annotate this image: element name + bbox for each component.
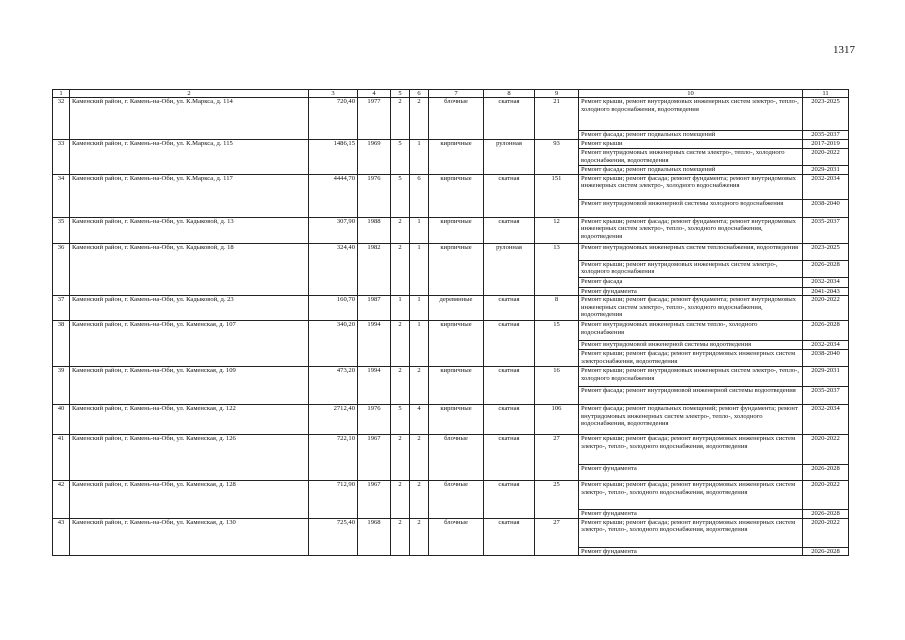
wall-material-cell: деревянные (429, 296, 484, 321)
address-cell: Каменский район, г. Камень-на-Оби, ул. Каменская, д. 126 (70, 435, 309, 481)
residents-cell: 27 (535, 518, 579, 556)
entrances-cell: 2 (410, 367, 429, 405)
residents-cell: 12 (535, 217, 579, 243)
repair-work-cell: Ремонт фасада; ремонт подвальных помещений; ремонт фундамента; ремонт внутридомовых инженерных систем электро-, тепло-, холодного водоснабжения, водоотведения (579, 405, 803, 435)
repair-work-cell: Ремонт фасада; ремонт подвальных помещений (579, 131, 803, 140)
address-cell: Каменский район, г. Камень-на-Оби, ул. Каменская, д. 130 (70, 518, 309, 556)
row-number-cell: 35 (53, 217, 70, 243)
wall-material-cell: блочные (429, 435, 484, 481)
repair-period-cell: 2020-2022 (803, 435, 849, 465)
repair-period-cell: 2035-2037 (803, 387, 849, 405)
entrances-cell: 2 (410, 481, 429, 519)
table-row (53, 140, 849, 149)
repair-work-cell: Ремонт внутридомовых инженерных систем тепло-, холодного водоснабжения (579, 321, 803, 341)
repair-work-cell: Ремонт крыши; ремонт внутридомовых инженерных систем электро-, холодного водоснабжения (579, 260, 803, 277)
repair-work-cell: Ремонт внутридомовых инженерных систем электро-, тепло-, холодного водоснабжения, водоотведения (579, 149, 803, 166)
year-cell: 1976 (358, 174, 391, 217)
column-number: 3 (309, 90, 358, 98)
table-row (53, 217, 849, 243)
area-cell: 720,40 (309, 98, 358, 140)
roof-type-cell: скатная (484, 518, 535, 556)
housing-repair-table (52, 89, 849, 556)
column-number: 9 (535, 90, 579, 98)
residents-cell: 13 (535, 243, 579, 296)
row-number-cell: 36 (53, 243, 70, 296)
repair-work-cell: Ремонт крыши (579, 140, 803, 149)
floors-cell: 2 (391, 217, 410, 243)
wall-material-cell: кирпичные (429, 321, 484, 367)
floors-cell: 5 (391, 140, 410, 175)
residents-cell: 25 (535, 481, 579, 519)
table-row (53, 243, 849, 260)
area-cell: 712,90 (309, 481, 358, 519)
repair-period-cell: 2041-2043 (803, 287, 849, 296)
address-cell: Каменский район, г. Камень-на-Оби, ул. Каменская, д. 128 (70, 481, 309, 519)
table-row (53, 405, 849, 435)
column-number: 6 (410, 90, 429, 98)
address-cell: Каменский район, г. Камень-на-Оби, ул. Кадыковой, д. 13 (70, 217, 309, 243)
repair-period-cell: 2038-2040 (803, 350, 849, 367)
repair-work-cell: Ремонт фасада; ремонт внутридомовой инженерной системы водоотведения (579, 387, 803, 405)
year-cell: 1967 (358, 481, 391, 519)
floors-cell: 2 (391, 518, 410, 556)
residents-cell: 21 (535, 98, 579, 140)
repair-period-cell: 2035-2037 (803, 217, 849, 243)
repair-period-cell: 2029-2031 (803, 367, 849, 387)
repair-work-cell: Ремонт внутридомовой инженерной системы водоотведения (579, 341, 803, 350)
floors-cell: 5 (391, 174, 410, 217)
table-row (53, 174, 849, 199)
column-number: 11 (803, 90, 849, 98)
roof-type-cell: рулонная (484, 140, 535, 175)
repair-work-cell: Ремонт фундамента (579, 510, 803, 519)
area-cell: 307,90 (309, 217, 358, 243)
year-cell: 1968 (358, 518, 391, 556)
row-number-cell: 39 (53, 367, 70, 405)
area-cell: 722,10 (309, 435, 358, 481)
year-cell: 1994 (358, 321, 391, 367)
repair-period-cell: 2026-2028 (803, 321, 849, 341)
roof-type-cell: скатная (484, 367, 535, 405)
wall-material-cell: кирпичные (429, 243, 484, 296)
roof-type-cell: скатная (484, 435, 535, 481)
page-number: 1317 (833, 44, 855, 56)
row-number-cell: 34 (53, 174, 70, 217)
repair-work-cell: Ремонт крыши; ремонт фасада; ремонт внутридомовых инженерных систем электро-, тепло-, холодного водоснабжения, водоотведения (579, 518, 803, 547)
column-number: 1 (53, 90, 70, 98)
repair-work-cell: Ремонт фундамента (579, 547, 803, 556)
repair-work-cell: Ремонт крыши; ремонт фасада; ремонт внутридомовых инженерных систем электроснабжения, водоотведения (579, 350, 803, 367)
roof-type-cell: скатная (484, 321, 535, 367)
address-cell: Каменский район, г. Камень-на-Оби, ул. К.Маркса, д. 115 (70, 140, 309, 175)
repair-period-cell: 2026-2028 (803, 547, 849, 556)
repair-period-cell: 2029-2031 (803, 166, 849, 175)
roof-type-cell: скатная (484, 481, 535, 519)
floors-cell: 2 (391, 243, 410, 296)
repair-period-cell: 2023-2025 (803, 98, 849, 131)
repair-period-cell: 2020-2022 (803, 296, 849, 321)
row-number-cell: 32 (53, 98, 70, 140)
repair-period-cell: 2032-2034 (803, 405, 849, 435)
repair-period-cell: 2026-2028 (803, 465, 849, 481)
wall-material-cell: кирпичные (429, 367, 484, 405)
address-cell: Каменский район, г. Камень-на-Оби, ул. К.Маркса, д. 114 (70, 98, 309, 140)
column-number: 4 (358, 90, 391, 98)
floors-cell: 2 (391, 98, 410, 140)
wall-material-cell: кирпичные (429, 174, 484, 217)
area-cell: 324,40 (309, 243, 358, 296)
table-row (53, 435, 849, 465)
repair-period-cell: 2023-2025 (803, 243, 849, 260)
entrances-cell: 6 (410, 174, 429, 217)
repair-work-cell: Ремонт крыши, ремонт внутридомовых инженерных систем электро-, тепло-, холодного водоснабжения, водоотведения (579, 98, 803, 131)
column-number: 2 (70, 90, 309, 98)
entrances-cell: 2 (410, 435, 429, 481)
residents-cell: 106 (535, 405, 579, 435)
area-cell: 340,20 (309, 321, 358, 367)
table-row (53, 481, 849, 510)
year-cell: 1969 (358, 140, 391, 175)
table-row (53, 518, 849, 547)
entrances-cell: 2 (410, 518, 429, 556)
year-cell: 1967 (358, 435, 391, 481)
repair-period-cell: 2026-2028 (803, 260, 849, 277)
repair-period-cell: 2038-2040 (803, 199, 849, 217)
entrances-cell: 1 (410, 140, 429, 175)
area-cell: 725,40 (309, 518, 358, 556)
year-cell: 1977 (358, 98, 391, 140)
entrances-cell: 1 (410, 321, 429, 367)
table-row (53, 296, 849, 321)
roof-type-cell: рулонная (484, 243, 535, 296)
address-cell: Каменский район, г. Камень-на-Оби, ул. Кадыковой, д. 18 (70, 243, 309, 296)
roof-type-cell: скатная (484, 296, 535, 321)
floors-cell: 2 (391, 435, 410, 481)
row-number-cell: 37 (53, 296, 70, 321)
table-row (53, 321, 849, 341)
repair-work-cell: Ремонт фундамента (579, 465, 803, 481)
area-cell: 4444,70 (309, 174, 358, 217)
residents-cell: 15 (535, 321, 579, 367)
wall-material-cell: кирпичные (429, 140, 484, 175)
entrances-cell: 1 (410, 243, 429, 296)
floors-cell: 2 (391, 481, 410, 519)
residents-cell: 93 (535, 140, 579, 175)
repair-period-cell: 2032-2034 (803, 277, 849, 287)
entrances-cell: 1 (410, 296, 429, 321)
residents-cell: 27 (535, 435, 579, 481)
column-number-row (53, 90, 849, 98)
repair-period-cell: 2032-2034 (803, 341, 849, 350)
year-cell: 1987 (358, 296, 391, 321)
floors-cell: 1 (391, 296, 410, 321)
address-cell: Каменский район, г. Камень-на-Оби, ул. К.Маркса, д. 117 (70, 174, 309, 217)
wall-material-cell: кирпичные (429, 217, 484, 243)
area-cell: 473,20 (309, 367, 358, 405)
repair-work-cell: Ремонт крыши; ремонт фасада; ремонт внутридомовых инженерных систем электро-, тепло-, холодного водоснабжения, водоотведения (579, 481, 803, 510)
column-number: 7 (429, 90, 484, 98)
row-number-cell: 42 (53, 481, 70, 519)
entrances-cell: 1 (410, 217, 429, 243)
repair-work-cell: Ремонт крыши; ремонт фасада; ремонт внутридомовых инженерных систем электро-, тепло-, холодного водоснабжения, водоотведения (579, 435, 803, 465)
repair-work-cell: Ремонт крыши; ремонт внутридомовых инженерных систем электро-, тепло-, холодного водоснабжения (579, 367, 803, 387)
column-number: 10 (579, 90, 803, 98)
address-cell: Каменский район, г. Камень-на-Оби, ул. Каменская, д. 107 (70, 321, 309, 367)
wall-material-cell: блочные (429, 481, 484, 519)
repair-work-cell: Ремонт крыши; ремонт фасада; ремонт фундамента; ремонт внутридомовых инженерных систем электро-, тепло-, холодного водоснабжения, водоотведения (579, 296, 803, 321)
row-number-cell: 40 (53, 405, 70, 435)
year-cell: 1976 (358, 405, 391, 435)
residents-cell: 16 (535, 367, 579, 405)
wall-material-cell: кирпичные (429, 405, 484, 435)
roof-type-cell: скатная (484, 217, 535, 243)
floors-cell: 2 (391, 367, 410, 405)
wall-material-cell: блочные (429, 518, 484, 556)
repair-period-cell: 2026-2028 (803, 510, 849, 519)
repair-period-cell: 2032-2034 (803, 174, 849, 199)
roof-type-cell: скатная (484, 174, 535, 217)
repair-period-cell: 2035-2037 (803, 131, 849, 140)
address-cell: Каменский район, г. Камень-на-Оби, ул. Каменская, д. 109 (70, 367, 309, 405)
repair-period-cell: 2020-2022 (803, 518, 849, 547)
repair-period-cell: 2017-2019 (803, 140, 849, 149)
table-row (53, 367, 849, 387)
repair-work-cell: Ремонт фундамента (579, 287, 803, 296)
roof-type-cell: скатная (484, 98, 535, 140)
repair-work-cell: Ремонт крыши; ремонт фасада; ремонт фундамента; ремонт внутридомовых инженерных систем электро-, холодного водоснабжения (579, 174, 803, 199)
year-cell: 1994 (358, 367, 391, 405)
roof-type-cell: скатная (484, 405, 535, 435)
floors-cell: 5 (391, 405, 410, 435)
area-cell: 2712,40 (309, 405, 358, 435)
row-number-cell: 38 (53, 321, 70, 367)
row-number-cell: 33 (53, 140, 70, 175)
repair-work-cell: Ремонт фасада (579, 277, 803, 287)
year-cell: 1982 (358, 243, 391, 296)
repair-work-cell: Ремонт внутридомовой инженерной системы холодного водоснабжения (579, 199, 803, 217)
column-number: 8 (484, 90, 535, 98)
column-number: 5 (391, 90, 410, 98)
repair-period-cell: 2020-2022 (803, 481, 849, 510)
address-cell: Каменский район, г. Камень-на-Оби, ул. Кадыковой, д. 23 (70, 296, 309, 321)
address-cell: Каменский район, г. Камень-на-Оби, ул. Каменская, д. 122 (70, 405, 309, 435)
area-cell: 1486,15 (309, 140, 358, 175)
entrances-cell: 2 (410, 98, 429, 140)
wall-material-cell: блочные (429, 98, 484, 140)
row-number-cell: 41 (53, 435, 70, 481)
year-cell: 1988 (358, 217, 391, 243)
table-row (53, 98, 849, 131)
area-cell: 160,70 (309, 296, 358, 321)
residents-cell: 151 (535, 174, 579, 217)
row-number-cell: 43 (53, 518, 70, 556)
table-body (53, 90, 849, 556)
repair-work-cell: Ремонт фасада; ремонт подвальных помещений (579, 166, 803, 175)
entrances-cell: 4 (410, 405, 429, 435)
floors-cell: 2 (391, 321, 410, 367)
repair-work-cell: Ремонт внутридомовых инженерных систем теплоснабжения, водоотведения (579, 243, 803, 260)
residents-cell: 8 (535, 296, 579, 321)
repair-work-cell: Ремонт крыши; ремонт фасада; ремонт фундамента; ремонт внутридомовых инженерных систем электро-, тепло-, холодного водоснабжения, водоотведения (579, 217, 803, 243)
repair-period-cell: 2020-2022 (803, 149, 849, 166)
